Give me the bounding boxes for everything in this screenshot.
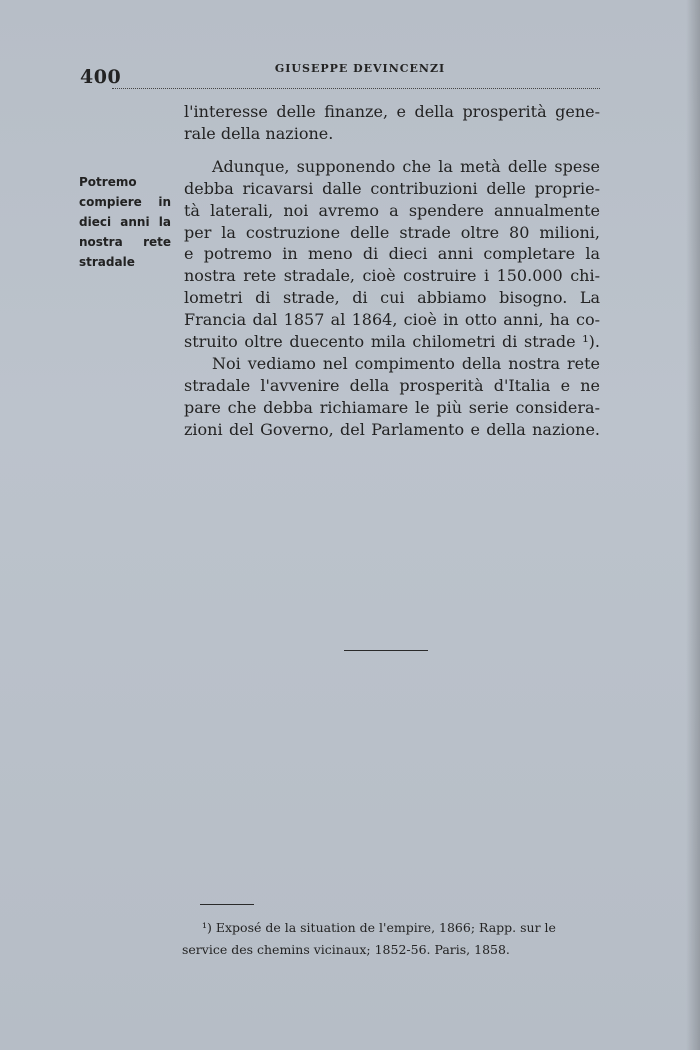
section-end-rule <box>344 650 428 651</box>
text-line: Francia dal 1857 al 1864, cioè in otto anni, ha co- <box>184 310 600 330</box>
paragraph-3 <box>184 353 600 441</box>
page-edge-shadow <box>686 0 700 1050</box>
footnote-line: ¹) Exposé de la situation de l'empire, 1866; Rapp. sur le <box>202 920 556 935</box>
text-line: zioni del Governo, del Parlamento e della nazione. <box>184 419 600 439</box>
paragraph-1 <box>184 101 600 145</box>
text-line: per la costruzione delle strade oltre 80 milioni, <box>184 222 600 242</box>
page-number: 400 <box>80 66 122 88</box>
margin-note-line: dieci anni la <box>79 215 171 229</box>
body-text <box>184 101 600 441</box>
text-line: lometri di strade, di cui abbiamo bisogno. La <box>184 288 600 308</box>
text-line: pare che debba richiamare le più serie considera- <box>184 397 600 417</box>
text-line: nostra rete stradale, cioè costruire i 150.000 chi- <box>184 266 600 286</box>
margin-note-line: stradale <box>79 255 135 269</box>
text-line: Noi vediamo nel compimento della nostra rete <box>212 353 600 373</box>
text-line: struito oltre duecento mila chilometri di strade ¹). <box>184 332 600 352</box>
text-line: tà laterali, noi avremo a spendere annualmente <box>184 200 600 220</box>
margin-note-line: Potremo <box>79 175 137 189</box>
text-line: e potremo in meno di dieci anni completare la <box>184 244 600 264</box>
footnote-rule <box>200 904 254 905</box>
text-line: Adunque, supponendo che la metà delle spese <box>212 156 600 176</box>
header-rule <box>112 88 600 89</box>
footnote <box>182 917 600 961</box>
footnote-line: service des chemins vicinaux; 1852-56. Paris, 1858. <box>182 942 510 957</box>
margin-note <box>79 172 171 272</box>
text-line: debba ricavarsi dalle contribuzioni delle proprie- <box>184 178 600 198</box>
margin-note-line: nostra rete <box>79 235 171 249</box>
paragraph-2 <box>184 156 600 353</box>
text-line: stradale l'avvenire della prosperità d'Italia e ne <box>184 375 600 395</box>
margin-note-line: compiere in <box>79 195 171 209</box>
running-head: GIUSEPPE DEVINCENZI <box>274 62 446 75</box>
text-line: rale della nazione. <box>184 123 334 143</box>
text-line: l'interesse delle finanze, e della prosperità gene- <box>184 102 600 121</box>
